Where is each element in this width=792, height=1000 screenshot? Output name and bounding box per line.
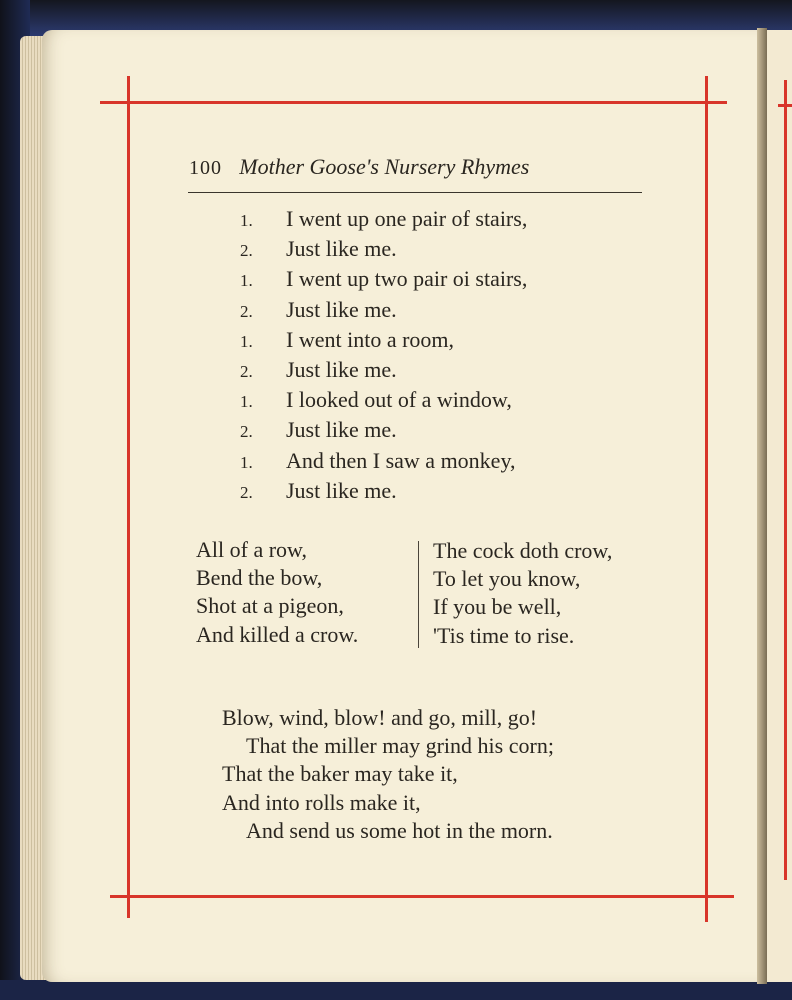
facing-page-border-rule (784, 80, 787, 880)
poem-line (240, 386, 527, 416)
poem-line (240, 296, 527, 326)
poem-line: Bend the bow, (196, 565, 323, 591)
speaker-number: 2. (240, 482, 253, 502)
border-rule-right (705, 76, 708, 922)
line-text: And then I saw a monkey, (286, 447, 516, 473)
header-rule (188, 192, 642, 193)
line-text: Just like me. (286, 417, 397, 443)
column-divider (418, 541, 419, 648)
border-rule-top (100, 101, 727, 104)
line-text: I looked out of a window, (286, 387, 512, 413)
page-gutter (757, 28, 767, 984)
speaker-number: 2. (240, 362, 253, 382)
poem-line: That the miller may grind his corn; (246, 733, 554, 759)
speaker-number: 2. (240, 301, 253, 321)
poem-line: If you be well, (433, 594, 562, 620)
poem-line (240, 477, 527, 507)
poem-line (240, 205, 527, 235)
poem-line (240, 416, 527, 446)
poem-line (240, 265, 527, 295)
poem-just-like-me (240, 205, 527, 507)
line-text: I went up one pair of stairs, (286, 206, 528, 231)
speaker-number: 1. (240, 452, 253, 472)
speaker-number: 1. (240, 211, 253, 230)
line-text: Just like me. (286, 477, 397, 503)
speaker-number: 2. (240, 422, 253, 442)
poem-line (240, 235, 527, 265)
poem-line: All of a row, (196, 537, 307, 562)
speaker-number: 1. (240, 271, 253, 291)
poem-blow-wind-blow (222, 704, 554, 845)
speaker-number: 1. (240, 392, 253, 412)
poem-line (240, 447, 527, 477)
running-head (189, 154, 649, 184)
poem-cock-doth-crow (433, 537, 612, 650)
line-text: I went up two pair oi stairs, (286, 266, 528, 292)
poem-line: And send us some hot in the morn. (246, 817, 553, 843)
page-number: 100 (189, 157, 222, 179)
poem-line: 'Tis time to rise. (433, 622, 575, 648)
book-cover-bottom (0, 980, 792, 1000)
line-text: Just like me. (286, 357, 397, 383)
poem-line (240, 356, 527, 386)
poem-all-of-a-row (196, 536, 358, 649)
poem-line: That the baker may take it, (222, 761, 458, 787)
poem-line: Shot at a pigeon, (196, 593, 344, 619)
border-rule-left (127, 76, 130, 918)
line-text: Just like me. (286, 296, 397, 322)
line-text: I went into a room, (286, 326, 455, 352)
poem-line: To let you know, (433, 566, 581, 592)
speaker-number: 2. (240, 241, 253, 261)
line-text: Just like me. (286, 236, 397, 262)
poem-line: And into rolls make it, (222, 789, 421, 815)
poem-line (240, 326, 527, 356)
facing-page-edge (767, 30, 792, 982)
poem-line: And killed a crow. (196, 621, 359, 647)
speaker-number: 1. (240, 331, 253, 351)
poem-line: Blow, wind, blow! and go, mill, go! (222, 705, 538, 730)
border-rule-bottom (110, 895, 734, 898)
book-title: Mother Goose's Nursery Rhymes (239, 154, 530, 179)
poem-line: The cock doth crow, (433, 538, 613, 563)
